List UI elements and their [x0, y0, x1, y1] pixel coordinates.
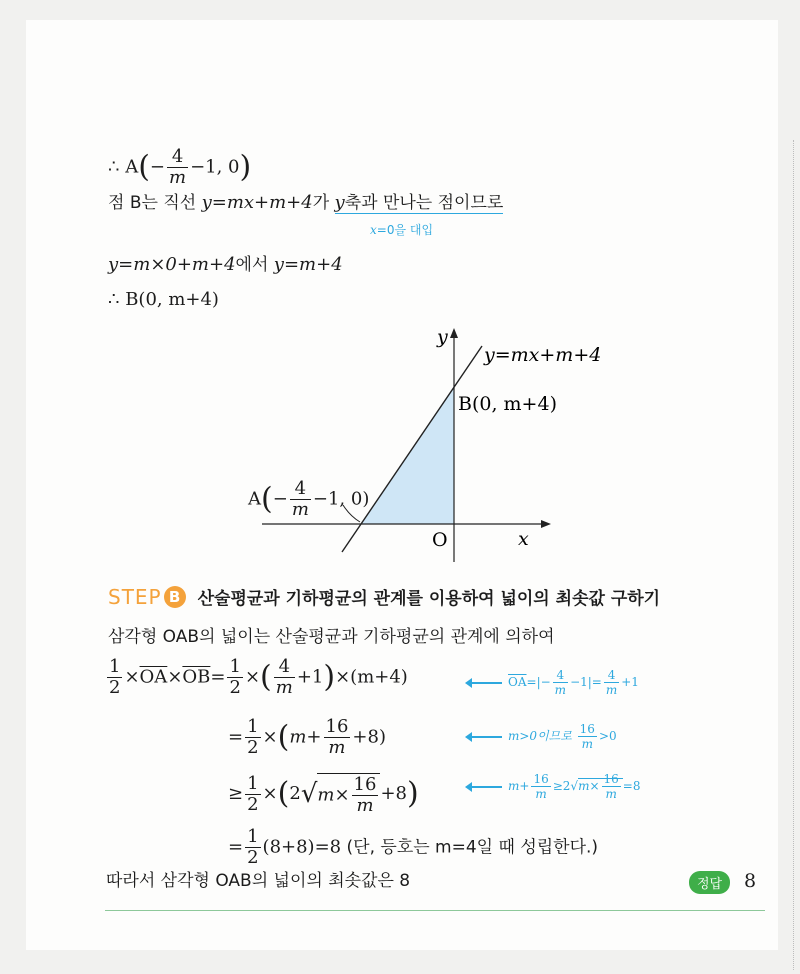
line-point-b-intro: 점 B는 직선 y=mx+m+4가 y축과 만나는 점이므로	[108, 192, 504, 213]
line-point-a: ∴ A(− $\frac{4}{m}$ −1, 0)	[108, 146, 252, 188]
step-b-badge: B	[164, 586, 186, 608]
origin-label: O	[432, 529, 448, 551]
note-oa-length: $\overline{OA}=|-$ $\frac{4}{m}$ −1|= $\frac{4}{m}$ +1	[470, 669, 639, 696]
step-b-header: STEP B 산술평균과 기하평균의 관계를 이용하여 넓이의 최솟값 구하기	[108, 585, 661, 609]
point-b-label: B(0, m+4)	[458, 393, 557, 415]
equation-4: = $\frac{1}{2}$ (8+8)=8 (단, 등호는 m=4일 때 성립한다.)	[228, 826, 599, 868]
equation-2: = $\frac{1}{2}$ ×(m+ $\frac{16}{m}$ +8)	[228, 716, 386, 758]
note-positive: m>0이므로 $\frac{16}{m}$ >0	[470, 723, 617, 750]
intro-text: 삼각형 OAB의 넓이는 산술평균과 기하평균의 관계에 의하여	[108, 627, 555, 647]
point-a-label: A(− $\frac{4}{m}$ −1, 0)	[248, 478, 370, 520]
x-axis-arrow	[541, 520, 551, 528]
line-point-b: ∴ B(0, m+4)	[108, 289, 219, 310]
divider-line	[105, 910, 765, 911]
line-equation-label: y=mx+m+4	[484, 344, 602, 366]
y-axis-label: y	[437, 326, 448, 348]
x-axis-label: x	[518, 528, 529, 550]
line-substitution: y=m×0+m+4에서 y=m+4	[108, 254, 343, 275]
conclusion: 따라서 삼각형 OAB의 넓이의 최솟값은 8	[106, 871, 411, 891]
equation-3: ≥ $\frac{1}{2}$ ×(2√m× $\frac{16}{m}$ +8)	[228, 772, 419, 816]
y-axis-arrow	[450, 328, 458, 338]
answer-badge: 정답	[689, 871, 730, 894]
note-substitute-x0: x=0을 대입	[370, 223, 434, 237]
note-am-gm: m+ $\frac{16}{m}$ ≥2√m× $\frac{16}{m}$ =8	[470, 773, 641, 800]
answer-value: 8	[744, 870, 757, 892]
equation-1: $\frac{1}{2}$ $\times\overline{OA}\times\overline{OB}=$ $\frac{1}{2}$ ×( $\frac{4}{m}$ +1)×(m+4)	[109, 656, 408, 698]
